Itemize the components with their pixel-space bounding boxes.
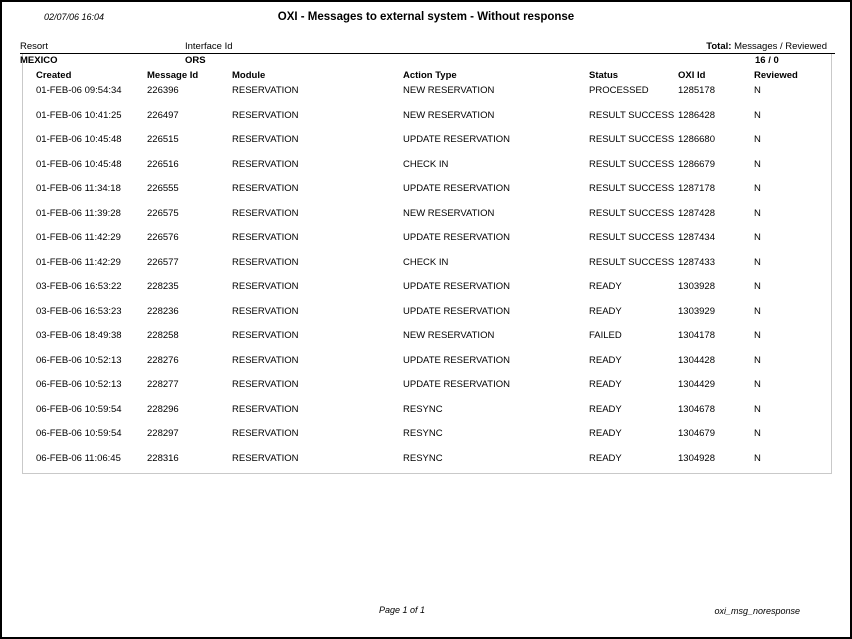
cell-oxi-id: 1304178	[678, 330, 715, 341]
table-row	[2, 183, 852, 208]
cell-status: READY	[589, 403, 622, 415]
cell-module: RESERVATION	[232, 354, 299, 366]
cell-action-type: UPDATE RESERVATION	[403, 354, 510, 366]
cell-oxi-id: 1303928	[678, 281, 715, 292]
cell-created: 03-FEB-06 16:53:23	[36, 305, 122, 317]
cell-status: RESULT SUCCESS	[589, 183, 675, 194]
group-interface-value: ORS	[185, 55, 206, 66]
cell-action-type: UPDATE RESERVATION	[403, 305, 510, 317]
cell-action-type: NEW RESERVATION	[403, 330, 495, 341]
cell-module: RESERVATION	[232, 281, 299, 292]
cell-module: RESERVATION	[232, 403, 299, 415]
cell-status: READY	[589, 428, 622, 439]
cell-message-id: 226577	[147, 256, 179, 268]
cell-module: RESERVATION	[232, 256, 299, 268]
cell-created: 03-FEB-06 18:49:38	[36, 330, 122, 341]
cell-oxi-id: 1287428	[678, 207, 715, 219]
cell-module: RESERVATION	[232, 330, 299, 341]
column-header-status: Status	[589, 70, 619, 81]
cell-reviewed: N	[754, 452, 761, 464]
cell-created: 01-FEB-06 11:39:28	[36, 207, 121, 219]
cell-status: FAILED	[589, 330, 622, 341]
cell-created: 01-FEB-06 10:45:48	[36, 158, 122, 170]
cell-message-id: 226575	[147, 207, 179, 219]
cell-created: 06-FEB-06 11:06:45	[36, 452, 121, 464]
cell-reviewed: N	[754, 109, 761, 121]
column-header-module: Module	[232, 70, 266, 81]
cell-action-type: UPDATE RESERVATION	[403, 134, 510, 145]
cell-reviewed: N	[754, 183, 761, 194]
cell-message-id: 228297	[147, 428, 179, 439]
cell-message-id: 228296	[147, 403, 179, 415]
cell-action-type: NEW RESERVATION	[403, 85, 495, 96]
cell-created: 06-FEB-06 10:52:13	[36, 379, 122, 390]
cell-module: RESERVATION	[232, 305, 299, 317]
table-row	[2, 330, 852, 355]
total-value-label: Messages / Reviewed	[734, 41, 827, 52]
cell-action-type: CHECK IN	[403, 158, 449, 170]
cell-message-id: 228316	[147, 452, 179, 464]
cell-reviewed: N	[754, 281, 761, 292]
cell-module: RESERVATION	[232, 85, 299, 96]
column-header-message-id: Message Id	[147, 70, 199, 81]
column-header-action-type: Action Type	[403, 70, 457, 81]
cell-oxi-id: 1285178	[678, 85, 715, 96]
cell-oxi-id: 1304679	[678, 428, 715, 439]
cell-reviewed: N	[754, 379, 761, 390]
cell-action-type: UPDATE RESERVATION	[403, 183, 510, 194]
column-header-reviewed: Reviewed	[754, 70, 798, 81]
cell-created: 01-FEB-06 10:41:25	[36, 109, 122, 121]
cell-oxi-id: 1303929	[678, 305, 715, 317]
cell-status: READY	[589, 281, 622, 292]
cell-reviewed: N	[754, 256, 761, 268]
cell-message-id: 226515	[147, 134, 179, 145]
cell-module: RESERVATION	[232, 183, 299, 194]
cell-message-id: 226497	[147, 109, 179, 121]
cell-oxi-id: 1286679	[678, 158, 715, 170]
cell-oxi-id: 1286680	[678, 134, 715, 145]
total-legend	[706, 41, 827, 52]
cell-created: 06-FEB-06 10:59:54	[36, 403, 122, 415]
table-row	[2, 208, 852, 233]
total-label: Total:	[706, 41, 732, 52]
group-resort-value: MEXICO	[20, 55, 58, 66]
cell-status: RESULT SUCCESS	[589, 109, 675, 121]
cell-module: RESERVATION	[232, 232, 299, 243]
cell-status: READY	[589, 379, 622, 390]
cell-message-id: 228236	[147, 305, 179, 317]
cell-module: RESERVATION	[232, 109, 299, 121]
cell-created: 06-FEB-06 10:59:54	[36, 428, 122, 439]
cell-oxi-id: 1287434	[678, 232, 715, 243]
cell-module: RESERVATION	[232, 379, 299, 390]
cell-created: 03-FEB-06 16:53:22	[36, 281, 122, 292]
cell-module: RESERVATION	[232, 452, 299, 464]
cell-oxi-id: 1287433	[678, 256, 715, 268]
cell-message-id: 226555	[147, 183, 179, 194]
group-total-count: 16 / 0	[755, 55, 779, 66]
cell-module: RESERVATION	[232, 158, 299, 170]
table-row	[2, 404, 852, 429]
cell-created: 06-FEB-06 10:52:13	[36, 354, 122, 366]
cell-action-type: NEW RESERVATION	[403, 207, 495, 219]
cell-reviewed: N	[754, 85, 761, 96]
cell-action-type: RESYNC	[403, 403, 443, 415]
table-row	[2, 306, 852, 331]
cell-created: 01-FEB-06 09:54:34	[36, 85, 122, 96]
cell-reviewed: N	[754, 403, 761, 415]
cell-message-id: 226396	[147, 85, 179, 96]
cell-status: RESULT SUCCESS	[589, 158, 675, 170]
table-row	[2, 85, 852, 110]
cell-created: 01-FEB-06 10:45:48	[36, 134, 122, 145]
cell-reviewed: N	[754, 207, 761, 219]
cell-status: RESULT SUCCESS	[589, 232, 675, 243]
cell-reviewed: N	[754, 158, 761, 170]
cell-status: RESULT SUCCESS	[589, 256, 675, 268]
table-row	[2, 257, 852, 282]
column-header-oxi-id: OXI Id	[678, 70, 706, 81]
cell-created: 01-FEB-06 11:42:29	[36, 232, 121, 243]
cell-status: READY	[589, 452, 622, 464]
cell-action-type: RESYNC	[403, 452, 443, 464]
cell-reviewed: N	[754, 354, 761, 366]
cell-message-id: 228258	[147, 330, 179, 341]
cell-oxi-id: 1304428	[678, 354, 715, 366]
cell-message-id: 228235	[147, 281, 179, 292]
table-row	[2, 110, 852, 135]
cell-status: RESULT SUCCESS	[589, 134, 675, 145]
table-row	[2, 453, 852, 478]
cell-action-type: NEW RESERVATION	[403, 109, 495, 121]
cell-reviewed: N	[754, 134, 761, 145]
cell-created: 01-FEB-06 11:42:29	[36, 256, 121, 268]
cell-message-id: 228277	[147, 379, 179, 390]
cell-oxi-id: 1286428	[678, 109, 715, 121]
cell-status: PROCESSED	[589, 85, 649, 96]
page-number: Page 1 of 1	[379, 605, 426, 615]
cell-module: RESERVATION	[232, 428, 299, 439]
cell-oxi-id: 1304678	[678, 403, 715, 415]
cell-message-id: 226516	[147, 158, 179, 170]
interface-id-label: Interface Id	[185, 41, 233, 52]
table-row	[2, 379, 852, 404]
cell-reviewed: N	[754, 232, 761, 243]
cell-oxi-id: 1287178	[678, 183, 715, 194]
cell-created: 01-FEB-06 11:34:18	[36, 183, 121, 194]
cell-module: RESERVATION	[232, 134, 299, 145]
table-row	[2, 281, 852, 306]
cell-action-type: UPDATE RESERVATION	[403, 232, 510, 243]
cell-status: READY	[589, 354, 622, 366]
column-header-created: Created	[36, 70, 72, 81]
cell-action-type: UPDATE RESERVATION	[403, 379, 510, 390]
cell-action-type: UPDATE RESERVATION	[403, 281, 510, 292]
table-row	[2, 159, 852, 184]
cell-oxi-id: 1304928	[678, 452, 715, 464]
table-row	[2, 232, 852, 257]
cell-message-id: 228276	[147, 354, 179, 366]
report-datetime: 02/07/06 16:04	[44, 12, 105, 22]
cell-status: READY	[589, 305, 622, 317]
cell-action-type: RESYNC	[403, 428, 443, 439]
cell-status: RESULT SUCCESS	[589, 207, 675, 219]
report-file-name: oxi_msg_noresponse	[714, 606, 800, 616]
report-title: OXI - Messages to external system - Without response	[277, 11, 575, 23]
cell-module: RESERVATION	[232, 207, 299, 219]
table-row	[2, 134, 852, 159]
cell-message-id: 226576	[147, 232, 179, 243]
table-row	[2, 355, 852, 380]
cell-reviewed: N	[754, 330, 761, 341]
cell-reviewed: N	[754, 305, 761, 317]
resort-label: Resort	[20, 41, 48, 52]
cell-reviewed: N	[754, 428, 761, 439]
cell-oxi-id: 1304429	[678, 379, 715, 390]
cell-action-type: CHECK IN	[403, 256, 449, 268]
table-rows	[2, 85, 852, 477]
table-row	[2, 428, 852, 453]
